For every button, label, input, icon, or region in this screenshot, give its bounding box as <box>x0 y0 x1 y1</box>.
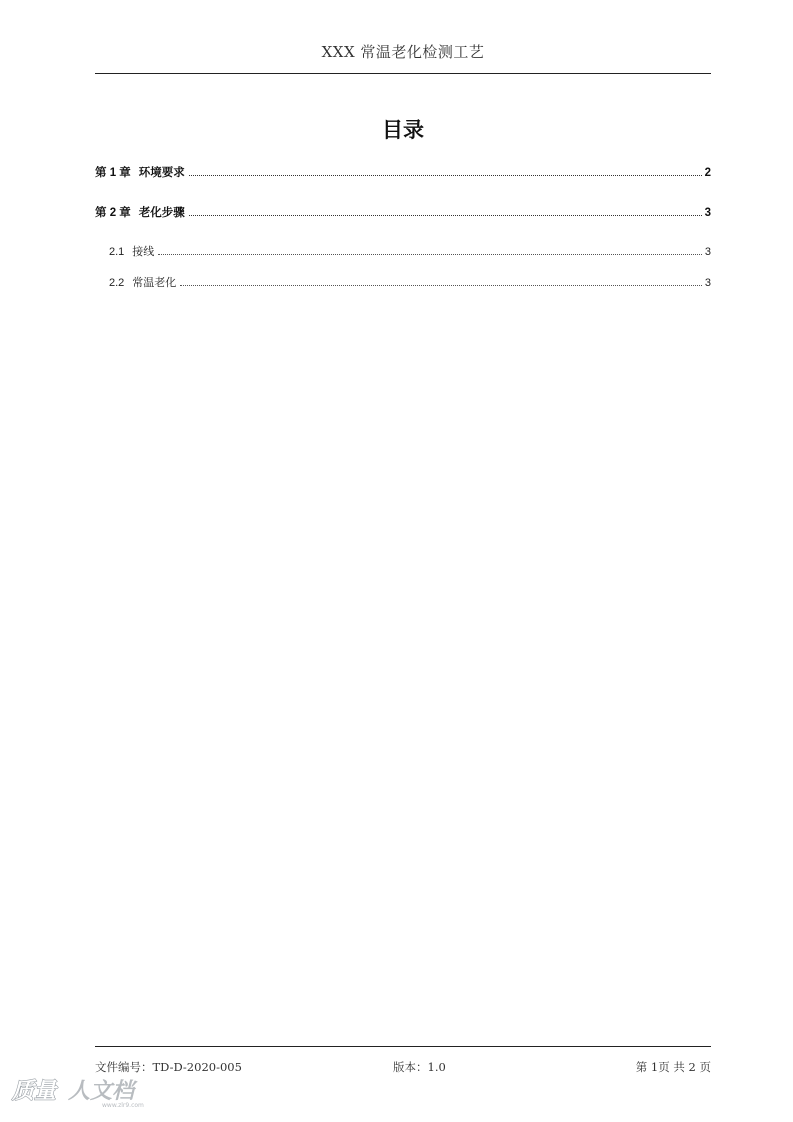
svg-text:质量: 质量 <box>12 1079 57 1104</box>
toc-entry-chapter-1[interactable] <box>95 165 711 181</box>
toc-entry-number: 2.1 <box>109 246 125 258</box>
toc-entry-number: 第 1 章 <box>95 167 131 179</box>
toc-dot-leader <box>189 175 702 176</box>
toc-entry-page: 3 <box>704 207 711 219</box>
toc-entry-label: 接线 <box>132 246 155 258</box>
toc-entry-label: 环境要求 <box>138 167 185 179</box>
header-title: XXX 常温老化检测工艺 <box>321 43 485 61</box>
toc-entry-number: 第 2 章 <box>95 207 131 219</box>
toc-dot-leader <box>189 215 702 216</box>
toc-dot-leader <box>158 254 702 255</box>
footer-version: 版本：1.0 <box>393 1060 446 1074</box>
toc-entry-number: 2.2 <box>109 277 125 289</box>
footer-page-info: 第 1页 共 2 页 <box>635 1060 711 1074</box>
toc-entry-section-2-1[interactable] <box>109 244 711 260</box>
svg-text:www.zlr9.com: www.zlr9.com <box>102 1102 144 1109</box>
toc-dot-leader <box>180 285 702 286</box>
toc-entry-section-2-2[interactable] <box>109 275 711 291</box>
toc-entry-chapter-2[interactable] <box>95 205 711 221</box>
page-footer <box>95 1046 711 1077</box>
toc-heading: 目录 <box>382 118 424 142</box>
svg-text:人文档: 人文档 <box>68 1079 135 1104</box>
page-header <box>95 38 711 74</box>
toc-entry-label: 老化步骤 <box>138 207 185 219</box>
footer-doc-number: 文件编号：TD-D-2020-005 <box>95 1060 242 1074</box>
watermark-logo <box>10 1072 160 1112</box>
toc-entry-page: 3 <box>704 246 711 258</box>
toc-entry-page: 3 <box>704 277 711 289</box>
toc-entry-label: 常温老化 <box>132 277 177 289</box>
toc-entry-page: 2 <box>704 167 711 179</box>
